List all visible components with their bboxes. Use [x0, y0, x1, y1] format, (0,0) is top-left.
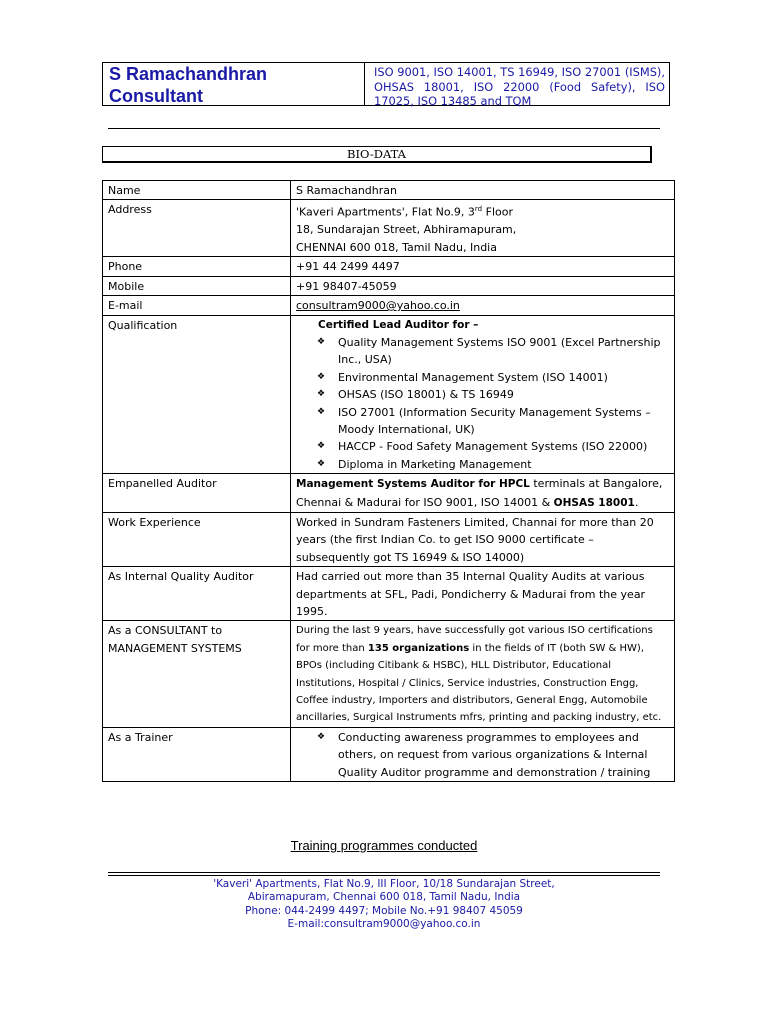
consultant-name-box — [102, 62, 364, 106]
list-item: ❖ HACCP - Food Safety Management Systems (ISO 22000) — [317, 438, 669, 455]
consultant-text: During the last 9 years, have successfully got various ISO certifications for more than — [296, 625, 653, 654]
qualification-heading: Certified Lead Auditor for – — [318, 318, 479, 331]
table-row — [103, 257, 675, 276]
table-row — [103, 727, 675, 781]
address-line-3: CHENNAI 600 018, Tamil Nadu, India — [296, 240, 497, 254]
organizations-bold: 135 organizations — [367, 642, 470, 654]
row-label: Address — [103, 200, 291, 257]
empanelled-text: terminals at Bangalore, Chennai & Madurai for ISO 9001, ISO 14001 & — [296, 477, 663, 509]
footer-line-4: E-mail:consultram9000@yahoo.co.in — [287, 917, 481, 930]
qualification-list — [296, 334, 669, 473]
email-cell — [291, 296, 675, 315]
table-row — [103, 315, 675, 474]
address-line-1-end: Floor — [482, 206, 513, 220]
footer-address — [0, 878, 768, 931]
name-value: S Ramachandhran — [291, 181, 675, 200]
mobile-value: +91 98407-45059 — [291, 276, 675, 295]
consultant-label-2: MANAGEMENT SYSTEMS — [108, 641, 242, 655]
address-superscript: rd — [474, 205, 483, 214]
work-experience-value: Worked in Sundram Fasteners Limited, Channai for more than 20 years (the first Indian Co. to get ISO 9000 certificate – subsequently got TS 16949 & ISO 14000) — [291, 512, 675, 566]
table-row — [103, 181, 675, 200]
footer-divider — [108, 872, 660, 873]
empanelled-end: . — [634, 495, 639, 509]
row-label: Qualification — [103, 315, 291, 474]
bio-data-table — [102, 180, 675, 782]
list-item: ❖ Quality Management Systems ISO 9001 (Excel Partnership Inc., USA) — [317, 334, 669, 369]
email-link[interactable]: consultram9000@yahoo.co.in — [296, 299, 460, 313]
table-row — [103, 474, 675, 513]
list-item: ❖ Diploma in Marketing Management — [317, 456, 669, 473]
trainer-list — [296, 729, 669, 781]
row-label: E-mail — [103, 296, 291, 315]
list-item: ❖ Environmental Management System (ISO 14001) — [317, 369, 669, 386]
row-label: Work Experience — [103, 512, 291, 566]
address-value — [291, 200, 675, 257]
consultant-title: Consultant — [109, 86, 203, 106]
row-label: Name — [103, 181, 291, 200]
row-label — [103, 621, 291, 727]
row-label: Empanelled Auditor — [103, 474, 291, 513]
address-line-2: 18, Sundarajan Street, Abhiramapuram, — [296, 223, 517, 237]
consultant-value — [291, 621, 675, 727]
row-label: As Internal Quality Auditor — [103, 567, 291, 621]
list-item: ❖ OHSAS (ISO 18001) & TS 16949 — [317, 386, 669, 403]
document-title: BIO-DATA — [102, 146, 652, 163]
header-divider — [108, 128, 660, 129]
row-label: Phone — [103, 257, 291, 276]
consultant-name: S Ramachandhran — [109, 64, 268, 84]
phone-value: +91 44 2499 4497 — [291, 257, 675, 276]
consultant-text-end: in the fields of IT (both SW & HW), BPOs (including Citibank & HSBC), HLL Distributor, Educational Institutions, Hospital / Clinics, Service industries, Construction Engg, Coffee industry, Importers and distributors, General Engg, Automobile ancillaries, Surgical Instruments mfrs, printing and packing industry, etc. — [296, 642, 662, 724]
trainer-value — [291, 727, 675, 781]
table-row — [103, 276, 675, 295]
row-label: As a Trainer — [103, 727, 291, 781]
address-line-1: 'Kaveri Apartments', Flat No.9, 3 — [296, 206, 475, 220]
footer-line-2: Abiramapuram, Chennai 600 018, Tamil Nadu, India — [247, 891, 521, 904]
table-row — [103, 512, 675, 566]
table-row — [103, 621, 675, 727]
footer-line-3: Phone: 044-2499 4497; Mobile No.+91 98407 45059 — [245, 904, 523, 917]
standards-box: ISO 9001, ISO 14001, TS 16949, ISO 27001 (ISMS), OHSAS 18001, ISO 22000 (Food Safety), ISO 17025, ISO 13485 and TQM — [364, 62, 670, 106]
internal-auditor-value: Had carried out more than 35 Internal Quality Audits at various departments at SFL, Padi, Pondicherry & Madurai from the year 1995. — [291, 567, 675, 621]
list-item: ❖ Conducting awareness programmes to employees and others, on request from various organizations & Internal Quality Auditor programme and demonstration / training — [317, 729, 669, 781]
footer-divider-2 — [108, 875, 660, 876]
training-caption — [0, 838, 768, 853]
consultant-label-1: As a CONSULTANT to — [108, 624, 223, 638]
list-item: ❖ ISO 27001 (Information Security Management Systems – Moody International, UK) — [317, 404, 669, 439]
empanelled-value — [291, 474, 675, 513]
hpcl-bold: Management Systems Auditor for HPCL — [296, 478, 530, 491]
table-row — [103, 200, 675, 257]
training-caption-text: Training programmes conducted — [290, 838, 478, 853]
qualification-value — [291, 315, 675, 474]
footer-line-1: 'Kaveri' Apartments, Flat No.9, III Floor, 10/18 Sundarajan Street, — [213, 878, 555, 890]
row-label: Mobile — [103, 276, 291, 295]
ohsas-bold: OHSAS 18001 — [553, 496, 635, 509]
table-row — [103, 567, 675, 621]
table-row — [103, 296, 675, 315]
